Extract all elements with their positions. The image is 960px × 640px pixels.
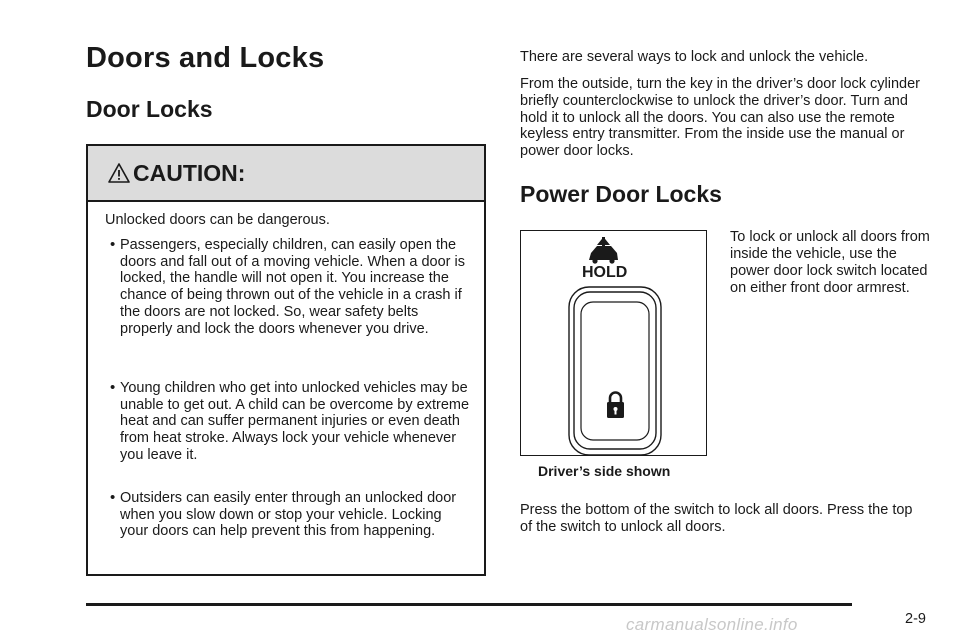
footer-rule	[86, 603, 852, 606]
bullet-dot-icon: •	[110, 379, 116, 396]
vehicle-unlock-icon	[589, 237, 618, 264]
caution-label: CAUTION:	[133, 160, 246, 186]
caution-box	[86, 144, 486, 576]
section-heading-door-locks: Door Locks	[86, 96, 213, 122]
outside-lock-paragraph: From the outside, turn the key in the driver’s door lock cylinder briefly counterclockwise to unlock the driver’s door. Turn and hold it to unlock all the doors. You can also use the remote keyless entry transmitter. From the inside use the manual or power door locks.	[520, 76, 921, 160]
caution-bullet-text: Passengers, especially children, can easily open the doors and fall out of a moving vehicle. When a door is locked, the handle will not open it. You increase the chance of being thrown out of the vehicle in a crash if the doors are not locked. So, wear safety belts properly and lock the doors whenever you drive.	[120, 237, 465, 337]
page-title: Doors and Locks	[86, 42, 325, 74]
power-lock-description: To lock or unlock all doors from inside the vehicle, use the power door lock switch located on either front door armrest.	[730, 229, 930, 296]
section-heading-power-door-locks: Power Door Locks	[520, 181, 722, 207]
caution-intro: Unlocked doors can be dangerous.	[105, 212, 330, 228]
bullet-dot-icon: •	[110, 236, 116, 253]
bullet-dot-icon: •	[110, 489, 116, 506]
figure-caption: Driver’s side shown	[538, 463, 671, 479]
caution-bullet-text: Young children who get into unlocked vehicles may be unable to get out. A child can be overcome by extreme heat and can suffer permanent injuries or even death from heat stroke. Always lock your vehicle whenever you leave it.	[120, 380, 470, 463]
hold-label: HOLD	[582, 264, 628, 281]
caution-bullet	[110, 236, 472, 337]
lock-methods-paragraph: There are several ways to lock and unlock the vehicle.	[520, 49, 869, 65]
page-number: 2-9	[905, 611, 926, 627]
caution-bullet	[110, 489, 472, 540]
caution-header	[88, 146, 484, 202]
caution-bullet-text: Outsiders can easily enter through an unlocked door when you slow down or stop your vehicle. Locking your doors can help prevent this from happening.	[120, 490, 457, 540]
warning-triangle-icon	[108, 162, 130, 184]
padlock-icon	[607, 393, 624, 419]
watermark: carmanualsonline.info	[626, 615, 798, 634]
power-lock-switch-figure	[520, 230, 707, 456]
rocker-switch	[569, 287, 661, 455]
caution-bullet	[110, 379, 472, 464]
switch-usage-paragraph: Press the bottom of the switch to lock all doors. Press the top of the switch to unlock all doors.	[520, 502, 913, 535]
